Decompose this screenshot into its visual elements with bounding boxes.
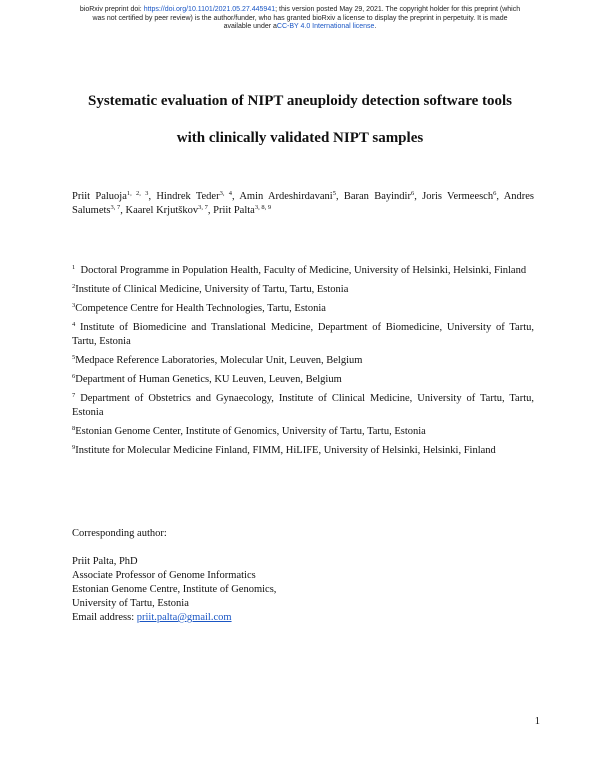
preprint-notice-line-1: [40, 6, 560, 15]
paper-title-line-1: Systematic evaluation of NIPT aneuploidy detection software tools: [87, 93, 512, 109]
affiliation-number: 7: [72, 392, 76, 399]
author-sep: ,: [496, 191, 504, 202]
author-name: Priit Paluoja: [72, 191, 127, 202]
affiliation-number: 4: [72, 321, 76, 328]
affiliation-item: [72, 425, 534, 439]
doi-link[interactable]: https://doi.org/10.1101/2021.05.27.445941: [143, 6, 276, 13]
corresponding-author-block: [72, 527, 534, 625]
author-sep: ,: [148, 191, 157, 202]
corresponding-department: Estonian Genome Centre, Institute of Genomics,: [72, 584, 277, 595]
email-link[interactable]: priit.palta@gmail.com: [136, 612, 232, 623]
affiliation-item: [72, 392, 534, 420]
author-sep: ,: [120, 205, 126, 216]
author-first-name: Andres: [503, 191, 535, 202]
author-list: [72, 190, 534, 218]
affiliation-number: 1: [72, 264, 76, 271]
preprint-notice-line-3: [40, 23, 560, 32]
affiliation-text: Doctoral Programme in Population Health, Faculty of Medicine, University of Helsinki, Helsinki, Finland: [80, 265, 527, 276]
author-affil-sup: 6: [410, 190, 415, 197]
author-name: Priit Palta: [213, 205, 255, 216]
author-name: Baran Bayindir: [343, 191, 411, 202]
notice-text: available under a: [223, 23, 277, 31]
preprint-notice-line-2: was not certified by peer review) is the author/funder, who has granted bioRxiv a license to display the preprint in perpetuity. It is made: [92, 14, 508, 22]
affiliation-number: 3: [72, 302, 76, 309]
author-sep: ,: [207, 205, 214, 216]
page-number: 1: [534, 716, 540, 727]
affiliation-text: Institute of Clinical Medicine, University of Tartu, Tartu, Estonia: [75, 284, 349, 295]
author-line-1: [72, 190, 534, 204]
affiliation-number: 6: [72, 373, 76, 380]
author-sep: ,: [335, 191, 344, 202]
notice-text: bioRxiv preprint doi:: [79, 6, 144, 13]
author-affil-sup: 3, 7: [110, 204, 121, 211]
affiliation-number: 5: [72, 354, 76, 361]
author-affil-sup: 5: [332, 190, 336, 197]
paper-title-line-2: with clinically validated NIPT samples: [176, 130, 424, 146]
corresponding-email-row: [72, 611, 534, 625]
author-line-2: [72, 204, 534, 218]
affiliation-text: Estonian Genome Center, Institute of Genomics, University of Tartu, Tartu, Estonia: [75, 426, 426, 437]
notice-text: .: [374, 23, 377, 31]
author-sep: ,: [232, 191, 240, 202]
author-name: Hindrek Teder: [156, 191, 220, 202]
affiliation-item: [72, 444, 534, 458]
notice-text: ; this version posted May 29, 2021. The copyright holder for this preprint (which: [275, 6, 521, 13]
author-surname: Salumets: [72, 205, 111, 216]
author-sep: ,: [414, 191, 423, 202]
author-affil-sup: 3, 7: [198, 204, 208, 211]
affiliation-number: 2: [72, 283, 76, 290]
affiliation-item: [72, 321, 534, 349]
affiliation-item: [72, 354, 534, 368]
email-label: Email address:: [72, 612, 137, 623]
affiliation-number: 9: [72, 444, 76, 451]
affiliation-item: [72, 373, 534, 387]
corresponding-university: University of Tartu, Estonia: [72, 598, 189, 609]
affiliation-text: Department of Human Genetics, KU Leuven, Leuven, Belgium: [75, 374, 342, 385]
author-name: Kaarel Krjutškov: [125, 205, 199, 216]
license-link[interactable]: CC-BY 4.0 International license: [276, 23, 375, 31]
affiliation-text: Department of Obstetrics and Gynaecology, Institute of Clinical Medicine, University of Tartu, Tartu, Estonia: [72, 393, 534, 418]
affiliation-number: 8: [72, 425, 76, 432]
author-name: Amin Ardeshirdavani: [239, 191, 333, 202]
author-affil-sup: 1, 2, 3: [126, 190, 149, 197]
author-affil-sup: 3, 4: [219, 190, 232, 197]
author-affil-sup: 3, 8, 9: [254, 204, 272, 211]
affiliation-text: Institute of Biomedicine and Translational Medicine, Department of Biomedicine, University of Tartu, Tartu, Estonia: [72, 322, 534, 347]
affiliation-list: [72, 264, 534, 458]
corresponding-heading: Corresponding author:: [72, 528, 167, 539]
corresponding-position: Associate Professor of Genome Informatics: [72, 570, 256, 581]
affiliation-text: Institute for Molecular Medicine Finland, FIMM, HiLIFE, University of Helsinki, Helsinki, Finland: [75, 445, 496, 456]
author-name: Joris Vermeesch: [422, 191, 494, 202]
affiliation-item: [72, 302, 534, 316]
author-affil-sup: 6: [493, 190, 497, 197]
affiliation-item: [72, 283, 534, 297]
affiliation-item: [72, 264, 534, 278]
corresponding-name: Priit Palta, PhD: [72, 556, 138, 567]
affiliation-text: Medpace Reference Laboratories, Molecular Unit, Leuven, Belgium: [75, 355, 363, 366]
affiliation-text: Competence Centre for Health Technologies, Tartu, Estonia: [75, 303, 326, 314]
preprint-notice: [40, 6, 560, 32]
